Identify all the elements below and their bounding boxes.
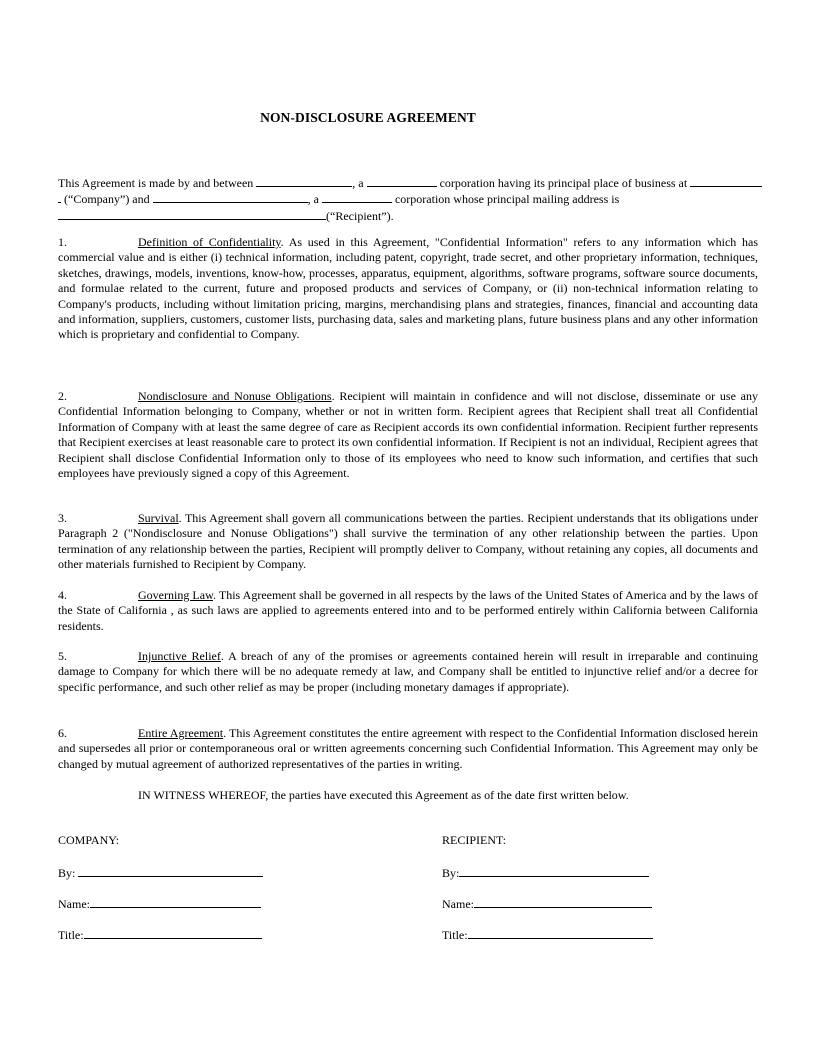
recipient-heading: RECIPIENT:: [442, 833, 507, 847]
section-number: 3.: [58, 511, 67, 525]
recipient-title-line[interactable]: [468, 926, 653, 939]
company-signature-line[interactable]: [78, 864, 263, 877]
intro-text-2a: (“Company”) and: [64, 192, 150, 207]
recipient-by-row: [442, 864, 649, 881]
intro-text-3a: (“Recipient”).: [326, 208, 394, 223]
witness-clause: IN WITNESS WHEREOF, the parties have executed this Agreement as of the date first written below.: [138, 788, 629, 802]
section-body: . Recipient will maintain in confidence and will not disclose, disseminate or use any Confidential Information belonging to Company, whether or not in written form. Recipient agrees that Recipient shall treat all Confidential Information of Company with at least the same degree of care as Recipient accords its own confidential information. Recipient further represents that Recipient exercises at least reasonable care to protect its own confidential information. If Recipient is not an individual, Recipient agrees that Recipient shall disclose Confidential Information only to those of its employees who need to know such information, and certifies that such employees have previously signed a copy of this Agreement.: [58, 389, 759, 481]
company-title-line[interactable]: [84, 926, 262, 939]
by-label: By:: [58, 866, 76, 880]
section-number: 5.: [58, 649, 67, 663]
address-blank[interactable]: [690, 175, 762, 187]
section-nondisclosure: [58, 389, 758, 481]
section-number: 2.: [58, 389, 67, 403]
section-heading: Nondisclosure and Nonuse Obligations: [138, 389, 332, 403]
section-governing-law: [58, 588, 758, 634]
section-survival: [58, 511, 758, 573]
intro-text-1c: corporation having its principal place of business at: [439, 176, 688, 190]
party-name-blank[interactable]: [256, 175, 352, 187]
intro-text-2b: , a: [307, 192, 319, 207]
company-name-line[interactable]: [90, 895, 261, 908]
section-body: . As used in this Agreement, "Confidential Information" refers to any information which has commercial value and is either (i) technical information, including patent, copyright, trade secret, and other proprietary information, techniques, sketches, drawings, models, inventions, know-how, processes, apparatus, equipment, algorithms, software programs, software source documents, and formulae related to the current, future and proposed products and services of Company, or (ii) non-technical information relating to Company's products, including without limitation pricing, margins, merchandising plans and strategies, finances, financial and accounting data and information, suppliers, customers, customer lists, purchasing data, sales and marketing plans, future business plans and any other information which is proprietary and confidential to Company.: [58, 235, 758, 342]
recipient-title-row: [442, 926, 653, 943]
section-body: . A breach of any of the promises or agreements contained herein will result in irreparable and continuing damage to Company for which there will be no adequate remedy at law, and Company shall be entitled to injunctive relief and/or a decree for specific performance, and such other relief as may be proper (including monetary damages if appropriate).: [58, 649, 758, 694]
recipient-signature-line[interactable]: [459, 864, 649, 877]
recipient-state-blank[interactable]: [322, 191, 392, 203]
section-number: 1.: [58, 235, 67, 249]
section-definition: [58, 235, 758, 343]
section-body: . This Agreement shall govern all communications between the parties. Recipient understands that its obligations under Paragraph 2 ("Nondisclosure and Nonuse Obligations") shall survive the termination of any other relationship between the parties. Upon termination of any relationship between the parties, Recipient will promptly deliver to Company, without retaining any copies, all documents and other materials furnished to Recipient by Company.: [58, 511, 758, 572]
section-heading: Injunctive Relief: [138, 649, 221, 663]
title-label: Title:: [442, 928, 468, 942]
address-blank-cont[interactable]: [58, 191, 61, 203]
section-number: 4.: [58, 588, 67, 602]
document-title: NON-DISCLOSURE AGREEMENT: [260, 110, 476, 125]
company-heading: COMPANY:: [58, 833, 120, 847]
section-heading: Definition of Confidentiality: [138, 235, 281, 249]
section-body: . This Agreement constitutes the entire agreement with respect to the Confidential Information disclosed herein and supersedes all prior or contemporaneous oral or written agreements concerning such Confidential Information. This Agreement may only be changed by mutual agreement of authorized representatives of the parties in writing.: [58, 726, 759, 771]
recipient-address-blank[interactable]: [58, 208, 326, 220]
section-entire-agreement: [58, 726, 758, 772]
name-label: Name:: [442, 897, 474, 911]
section-heading: Survival: [138, 511, 179, 525]
by-label: By:: [442, 866, 460, 880]
title-label: Title:: [58, 928, 84, 942]
company-by-row: [58, 864, 263, 881]
state-blank[interactable]: [367, 175, 437, 187]
recipient-name-line[interactable]: [474, 895, 652, 908]
recipient-name-blank[interactable]: [153, 191, 308, 203]
recipient-name-row: [442, 895, 652, 912]
intro-text-1b: , a: [352, 176, 364, 190]
company-name-row: [58, 895, 261, 912]
intro-text-2c: corporation whose principal mailing address is: [394, 192, 620, 207]
intro-paragraph: [58, 175, 816, 224]
name-label: Name:: [58, 897, 90, 911]
section-heading: Entire Agreement: [138, 726, 224, 740]
section-injunctive-relief: [58, 649, 758, 695]
section-number: 6.: [58, 726, 67, 740]
section-heading: Governing Law: [138, 588, 213, 602]
company-title-row: [58, 926, 262, 943]
intro-text-1a: This Agreement is made by and between: [58, 176, 254, 190]
section-body: . This Agreement shall be governed in all respects by the laws of the United States of America and by the laws of the State of California , as such laws are applied to agreements entered into and to be performed entirely within California between California residents.: [58, 588, 758, 633]
